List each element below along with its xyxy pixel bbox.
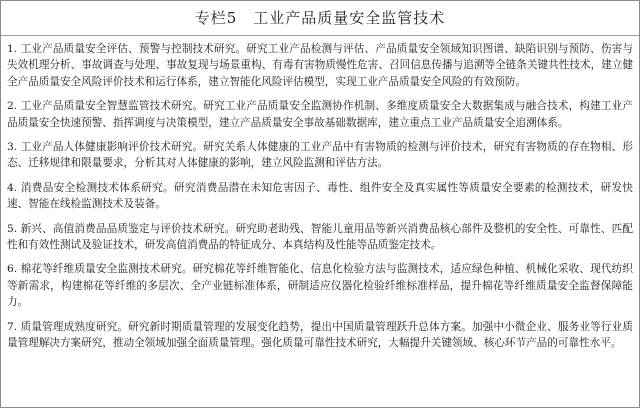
list-item: 2. 工业产品质量安全智慧监管技术研究。研究工业产品质量安全监测协作机制、多维度质量安全大数据集成与融合技术，构建工业产品质量安全快速预警、指挥调度与决策模型，建立产品质量安全事故基础数据库，建立重点工业产品质量安全追溯体系。 xyxy=(7,100,633,129)
list-item: 6. 棉花等纤维质量安全监测技术研究。研究棉花等纤维智能化、信息化检验方法与监测技术，适应绿色种植、机械化采收、现代纺织等新需求，构建棉花等纤维的多层次、全产业链标准体系，研制适应仪器化检验纤维标准样品，提升棉花等纤维质量安全监督保障能力。 xyxy=(7,263,633,309)
list-item: 5. 新兴、高值消费品品质鉴定与评价技术研究。研究助老助残、智能儿童用品等新兴消费品核心部件及整机的安全性、可靠性、匹配性和有效性测试及验证技术，研发高值消费品的特征成分、本真结构及性能等品质鉴定技术。 xyxy=(7,222,633,252)
list-item: 1. 工业产品质量安全评估、预警与控制技术研究。研究工业产品检测与评估、产品质量安全领域知识图谱、缺陷识别与预防、伤害与失效机理分析、事故调查与处理、事故复现与场景重构、有毒有害物质慢性危害、召回信息传播与追溯等全链条关键共性技术，建立健全产品质量安全风险评价技术和运行体系，建立智能化风险评估模型，实现工业产品质量安全风险的有效预防。 xyxy=(7,43,633,88)
list-item: 3. 工业产品人体健康影响评价技术研究。研究关系人体健康的工业产品中有害物质的检测与评价技术，研究有害物质的存在物相、形态、迁移规律和限量要求，分析其对人体健康的影响，建立风险监测和评估方法。 xyxy=(7,141,633,170)
list-item: 4. 消费品安全检测技术体系研究。研究消费品潜在未知危害因子、毒性、组件安全及真实属性等质量安全要素的检测技术，研发快速、智能在线检监测技术及装备。 xyxy=(7,181,633,211)
list-item: 7. 质量管理成熟度研究。研究新时期质量管理的发展变化趋势，提出中国质量管理跃升总体方案。加强中小微企业、服务业等行业质量管理解决方案研究，推动全领域加强全面质量管理。强化质量可靠性技术研究，大幅提升关键领域、核心环节产品的可靠性水平。 xyxy=(7,320,633,350)
item-list xyxy=(1,36,639,352)
box-title: 专栏5 工业产品质量安全监管技术 xyxy=(1,1,639,36)
